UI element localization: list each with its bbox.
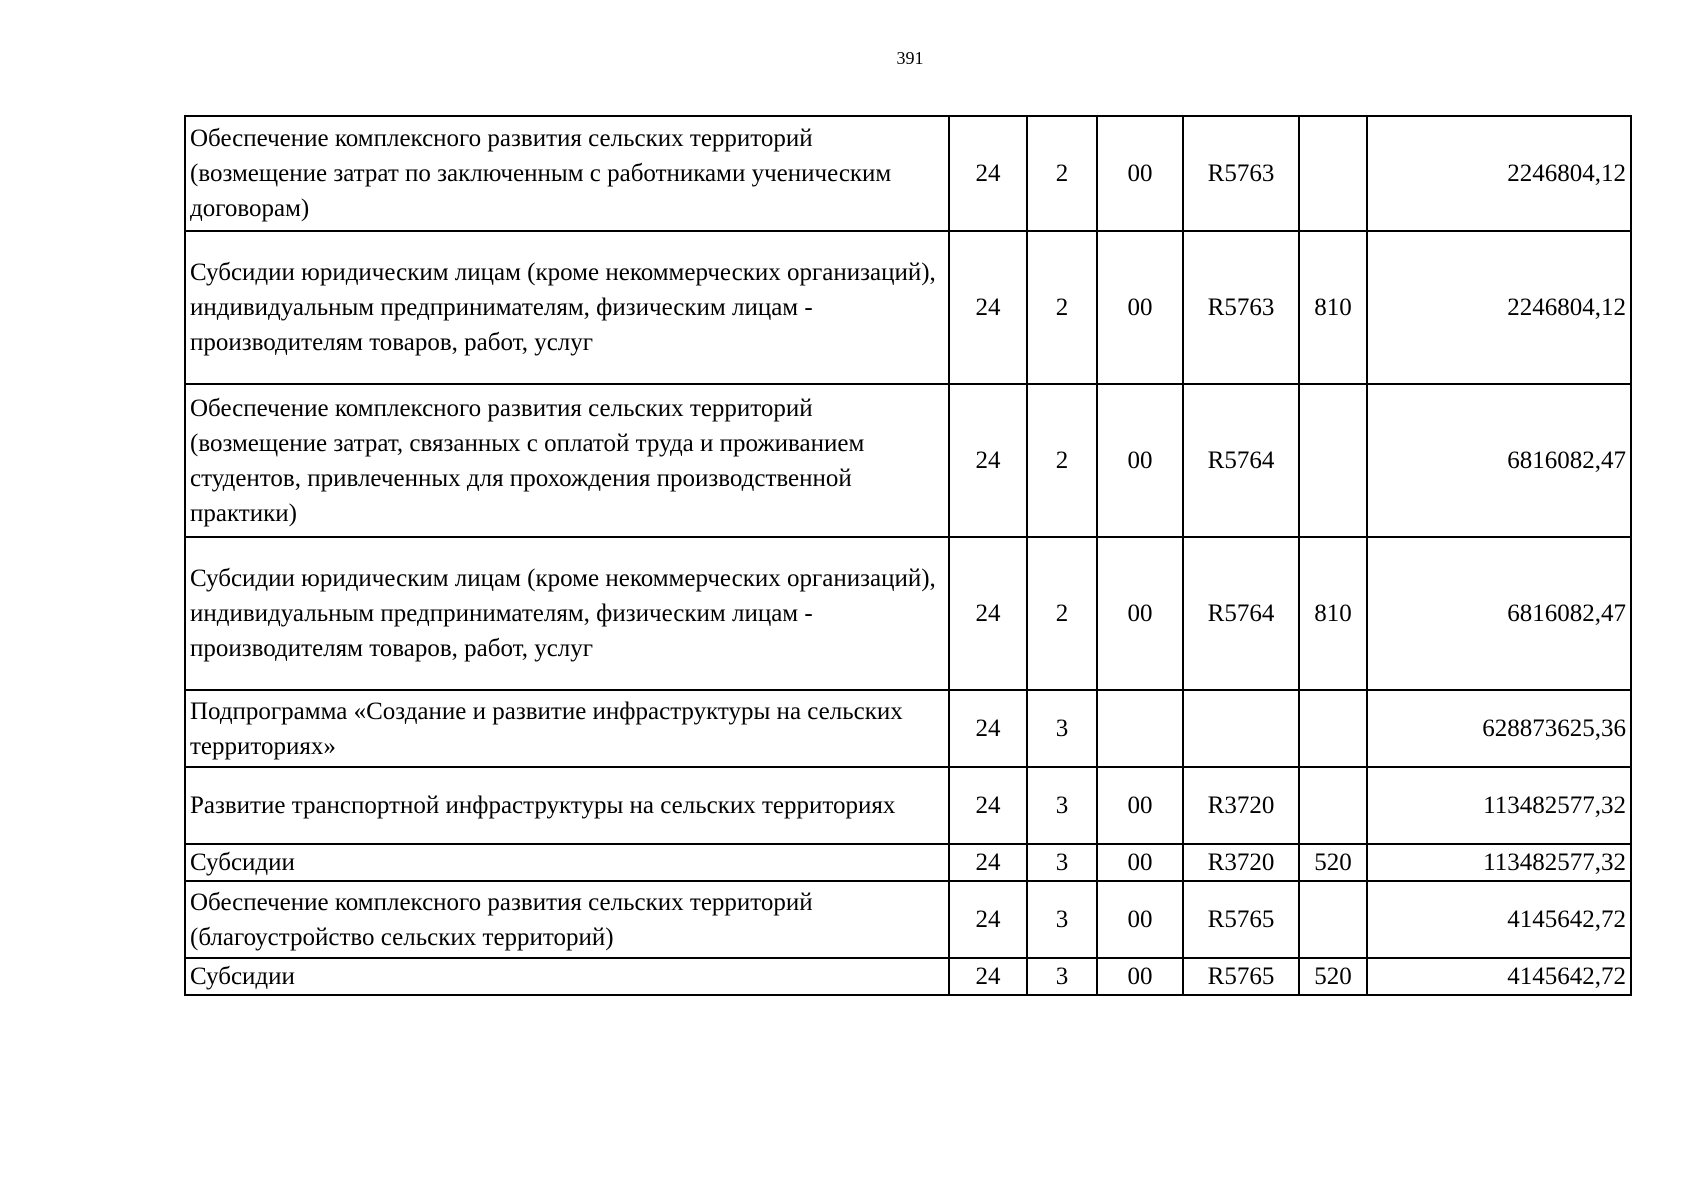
expense-type-code [1299, 690, 1367, 767]
subprogram-code: 3 [1027, 958, 1097, 995]
row-description: Подпрограмма «Создание и развитие инфраструктуры на сельских территориях» [185, 690, 949, 767]
event-code: 00 [1097, 537, 1183, 690]
direction-code: R5765 [1183, 881, 1299, 958]
row-description: Обеспечение комплексного развития сельских территорий (возмещение затрат по заключенным с работниками ученическим договорам) [185, 116, 949, 231]
table-row [185, 231, 1631, 384]
row-description: Субсидии юридическим лицам (кроме некоммерческих организаций), индивидуальным предпринимателям, физическим лицам - производителям товаров, работ, услуг [185, 231, 949, 384]
subprogram-code: 3 [1027, 881, 1097, 958]
expense-type-code [1299, 767, 1367, 844]
expense-type-code: 810 [1299, 537, 1367, 690]
row-description: Развитие транспортной инфраструктуры на сельских территориях [185, 767, 949, 844]
expense-type-code [1299, 384, 1367, 537]
table-row [185, 690, 1631, 767]
section-code: 24 [949, 231, 1027, 384]
expense-type-code: 810 [1299, 231, 1367, 384]
section-code: 24 [949, 537, 1027, 690]
expense-type-code [1299, 116, 1367, 231]
amount: 6816082,47 [1367, 384, 1631, 537]
subprogram-code: 3 [1027, 844, 1097, 881]
amount: 113482577,32 [1367, 844, 1631, 881]
budget-table [184, 115, 1632, 996]
event-code: 00 [1097, 958, 1183, 995]
table-row [185, 958, 1631, 995]
amount: 2246804,12 [1367, 231, 1631, 384]
row-description: Субсидии [185, 958, 949, 995]
subprogram-code: 2 [1027, 116, 1097, 231]
section-code: 24 [949, 384, 1027, 537]
table-row [185, 767, 1631, 844]
row-description: Субсидии [185, 844, 949, 881]
expense-type-code [1299, 881, 1367, 958]
row-description: Обеспечение комплексного развития сельских территорий (возмещение затрат, связанных с оплатой труда и проживанием студентов, привлеченных для прохождения производственной практики) [185, 384, 949, 537]
amount: 113482577,32 [1367, 767, 1631, 844]
direction-code [1183, 690, 1299, 767]
table-row [185, 881, 1631, 958]
row-description: Обеспечение комплексного развития сельских территорий (благоустройство сельских территорий) [185, 881, 949, 958]
direction-code: R5763 [1183, 231, 1299, 384]
table-row [185, 844, 1631, 881]
subprogram-code: 2 [1027, 384, 1097, 537]
event-code: 00 [1097, 116, 1183, 231]
subprogram-code: 2 [1027, 537, 1097, 690]
direction-code: R5765 [1183, 958, 1299, 995]
section-code: 24 [949, 767, 1027, 844]
direction-code: R3720 [1183, 844, 1299, 881]
row-description: Субсидии юридическим лицам (кроме некоммерческих организаций), индивидуальным предпринимателям, физическим лицам - производителям товаров, работ, услуг [185, 537, 949, 690]
event-code: 00 [1097, 844, 1183, 881]
event-code: 00 [1097, 231, 1183, 384]
amount: 2246804,12 [1367, 116, 1631, 231]
direction-code: R5764 [1183, 384, 1299, 537]
section-code: 24 [949, 958, 1027, 995]
event-code [1097, 690, 1183, 767]
amount: 4145642,72 [1367, 881, 1631, 958]
section-code: 24 [949, 881, 1027, 958]
expense-type-code: 520 [1299, 844, 1367, 881]
table-row [185, 537, 1631, 690]
direction-code: R3720 [1183, 767, 1299, 844]
section-code: 24 [949, 690, 1027, 767]
page-number: 391 [896, 48, 924, 68]
subprogram-code: 3 [1027, 690, 1097, 767]
event-code: 00 [1097, 767, 1183, 844]
section-code: 24 [949, 844, 1027, 881]
subprogram-code: 3 [1027, 767, 1097, 844]
subprogram-code: 2 [1027, 231, 1097, 384]
event-code: 00 [1097, 384, 1183, 537]
expense-type-code: 520 [1299, 958, 1367, 995]
amount: 4145642,72 [1367, 958, 1631, 995]
event-code: 00 [1097, 881, 1183, 958]
amount: 628873625,36 [1367, 690, 1631, 767]
section-code: 24 [949, 116, 1027, 231]
table-row [185, 116, 1631, 231]
amount: 6816082,47 [1367, 537, 1631, 690]
direction-code: R5764 [1183, 537, 1299, 690]
direction-code: R5763 [1183, 116, 1299, 231]
table-row [185, 384, 1631, 537]
